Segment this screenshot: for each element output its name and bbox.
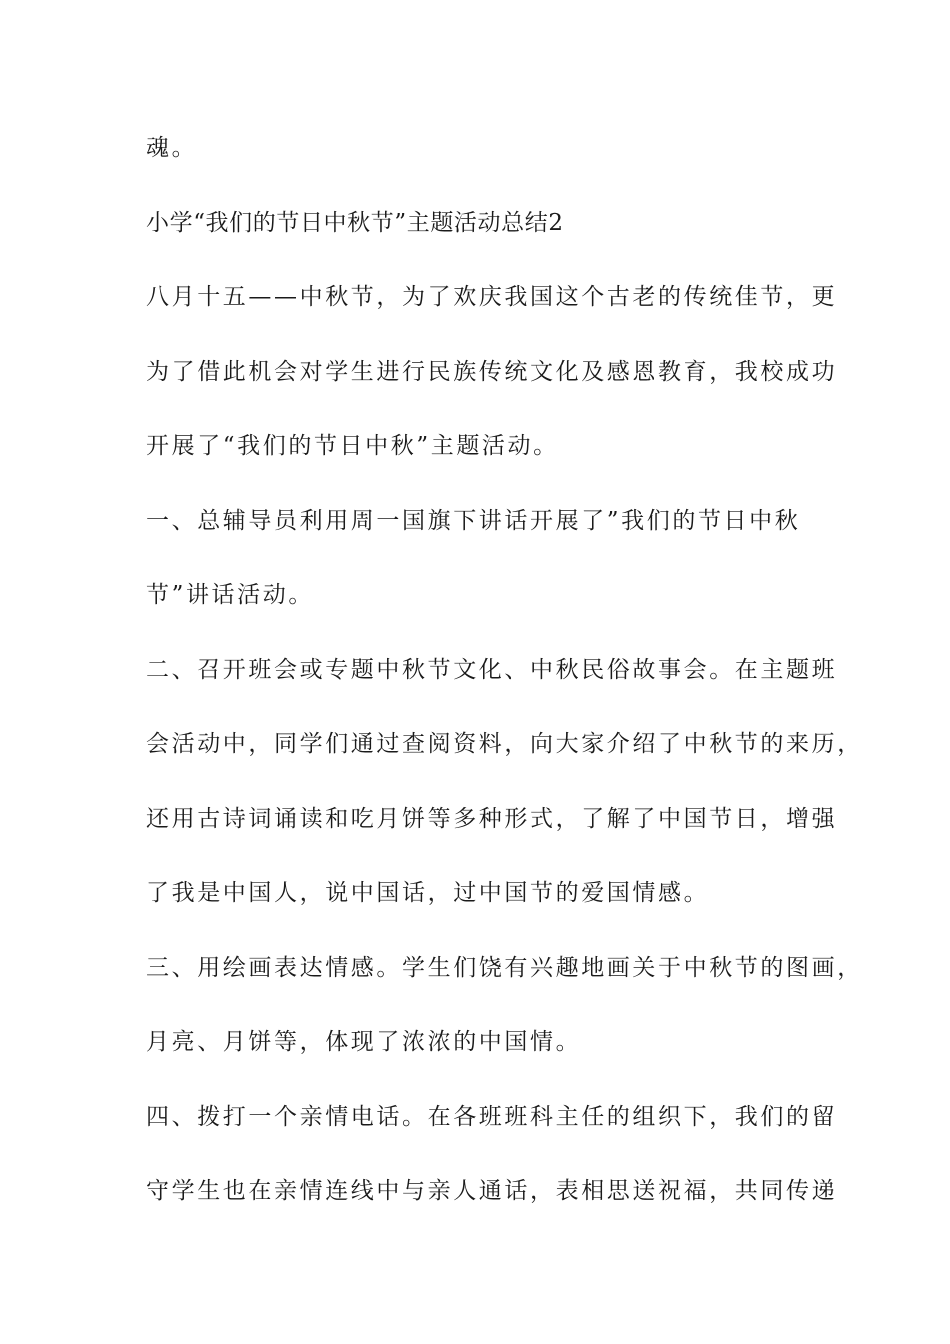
text-line: 开展了“我们的节日中秋”主题活动。 [146, 433, 559, 459]
text-line: 月亮、月饼等，体现了浓浓的中国情。 [146, 1029, 582, 1055]
section-heading: 小学“我们的节日中秋节”主题活动总结2 [146, 209, 564, 236]
text-line: 四、拨打一个亲情电话。在各班班科主任的组织下，我们的留 [146, 1103, 838, 1130]
text-line: 魂。 [146, 135, 198, 161]
text-line: 了我是中国人，说中国话，过中国节的爱国情感。 [146, 880, 710, 906]
text-line: 三、用绘画表达情感。学生们饶有兴趣地画关于中秋节的图画， [146, 954, 863, 981]
text-line: 八月十五——中秋节，为了欢庆我国这个古老的传统佳节，更 [146, 284, 838, 310]
text-line: 会活动中，同学们通过查阅资料，向大家介绍了中秋节的来历， [146, 731, 863, 757]
text-line: 二、召开班会或专题中秋节文化、中秋民俗故事会。在主题班 [146, 656, 838, 683]
text-line: 节”讲话活动。 [146, 582, 314, 608]
text-line: 守学生也在亲情连线中与亲人通话，表相思送祝福，共同传递 [146, 1178, 838, 1204]
text-line: 一、总辅导员利用周一国旗下讲话开展了”我们的节日中秋 [146, 507, 801, 534]
text-line: 为了借此机会对学生进行民族传统文化及感恩教育，我校成功 [146, 358, 838, 385]
document-body [146, 126, 863, 1244]
text-line: 还用古诗词诵读和吃月饼等多种形式，了解了中国节日，增强 [146, 805, 838, 832]
